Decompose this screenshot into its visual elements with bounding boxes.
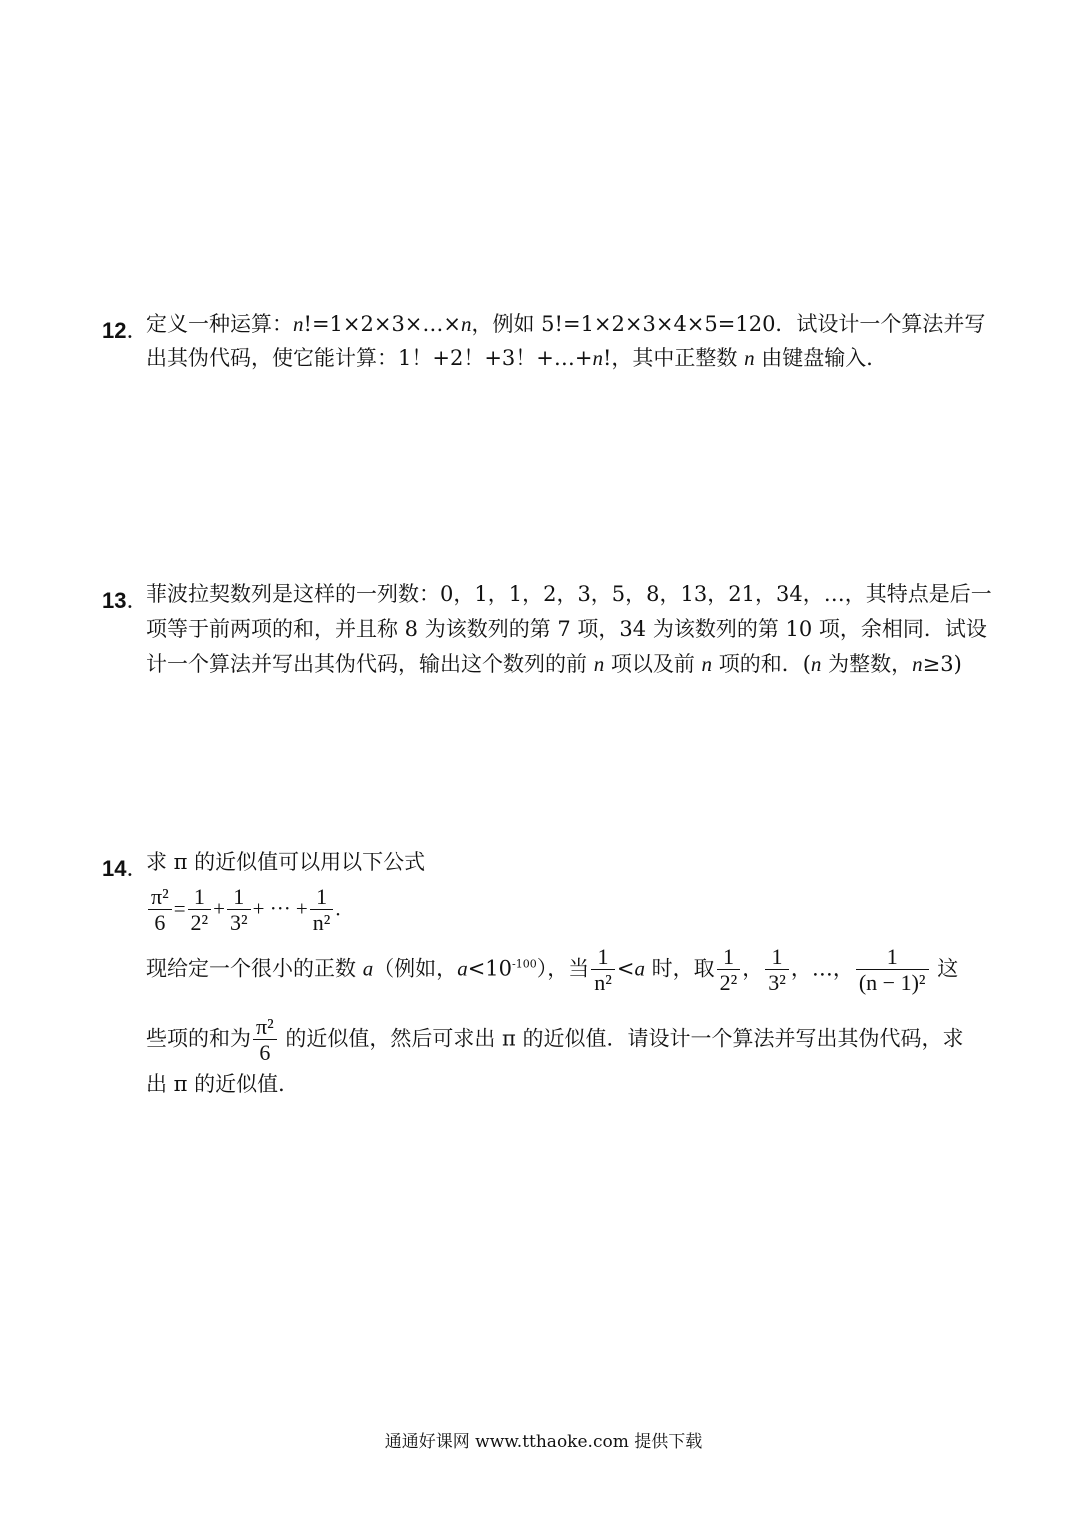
problem-text-line: 定义一种运算：n!=1×2×3×…×n，例如 5!=1×2×3×4×5=120．试设计一个算法并写 [146,312,986,336]
problem-12 [102,314,992,374]
pi-series-formula: $\frac{\text{π²}}{6}$ = $\frac{1}{\text{2²}}$ + $\frac{1}{\text{3²}}$ + ··· + $\frac{1}{\text{n²}}$ . [146,884,341,936]
fraction: $\frac{1}{\text{2²}}$ [717,944,741,996]
problem-number: 12． [102,318,149,343]
fraction: $\frac{1}{\text{n²}}$ [310,884,334,936]
problem-14 [102,852,992,1102]
problem-text-line: 出其伪代码，使它能计算：1！+2！+3！+…+n!，其中正整数 n 由键盘输入． [146,346,888,370]
fraction: $\frac{\text{π²}}{6}$ [148,884,172,936]
problem-text-line: 出 π 的近似值． [146,1072,300,1096]
problem-text-line: 些项的和为 $\frac{\text{π²}}{6}$ 的近似值，然后可求出 π 的近似值．请设计一个算法并写出其伪代码，求 [146,1014,964,1066]
problem-text-line: 计一个算法并写出其伪代码，输出这个数列的前 n 项以及前 n 项的和．(n 为整数，n≥3) [146,652,962,676]
fraction: $\frac{1}{\text{n²}}$ [591,944,615,996]
problem-number: 13． [102,588,149,613]
problem-text-line: 现给定一个很小的正数 a（例如，$a<10^{-100}$），当 $\frac{1}{\text{n²}}$ <a 时，取 $\frac{1}{\text{2²}}$ ， $\frac{1}{\text{3²}}$ ，…， $\frac{1}{\text{(n − 1)²}}$ 这 [146,944,959,996]
footer-source-note: 通通好课网 www.tthaoke.com 提供下载 [384,1432,703,1452]
problem-13 [102,584,992,684]
problem-text-line: 项等于前两项的和，并且称 8 为该数列的第 7 项，34 为该数列的第 10 项，余相同．试设 [146,617,987,641]
problem-number: 14． [102,856,149,881]
fraction: $\frac{1}{\text{(n − 1)²}}$ [856,944,929,996]
fraction: $\frac{1}{\text{2²}}$ [188,884,212,936]
fraction: $\frac{1}{\text{3²}}$ [765,944,789,996]
problem-text-line: 求 π 的近似值可以用以下公式 [146,850,426,874]
fraction: $\frac{\text{π²}}{6}$ [253,1014,277,1066]
fraction: $\frac{1}{\text{3²}}$ [227,884,251,936]
problem-text-line: 菲波拉契数列是这样的一列数：0，1，1，2，3，5，8，13，21，34，…，其特点是后一 [146,582,992,606]
